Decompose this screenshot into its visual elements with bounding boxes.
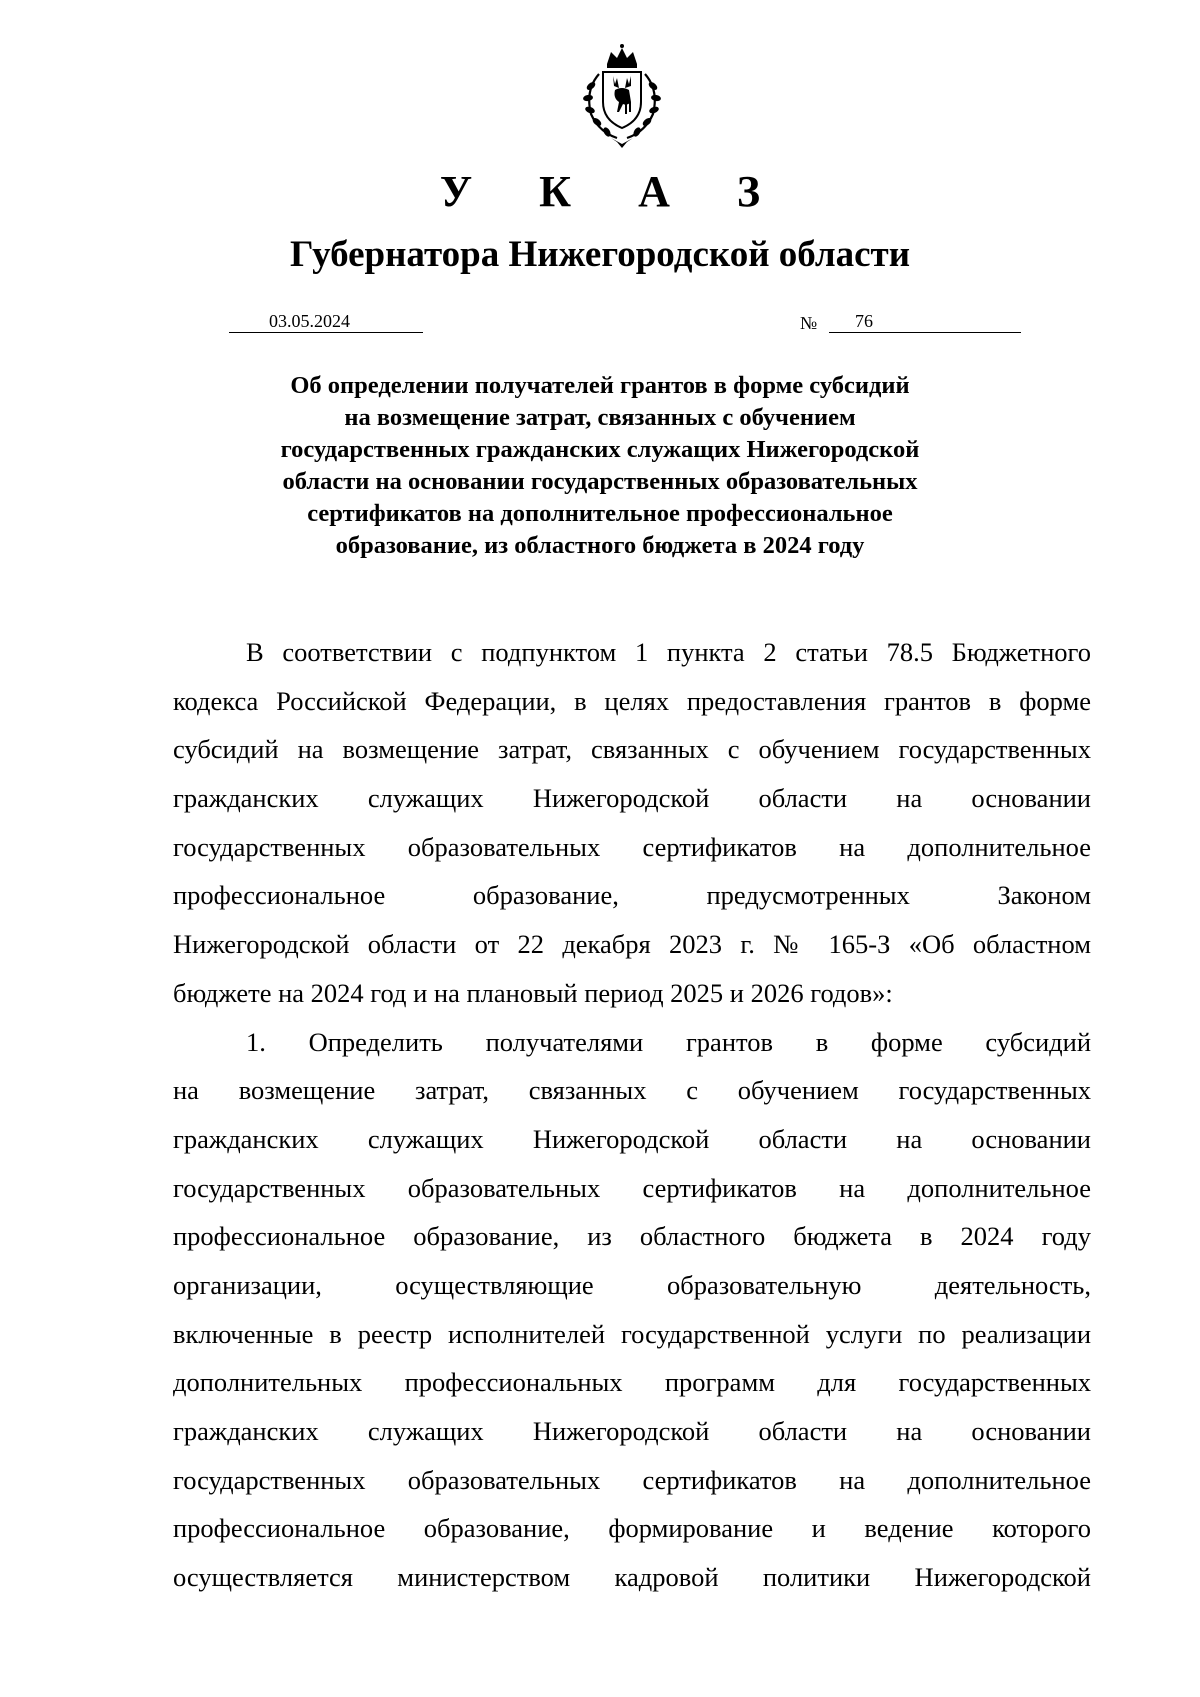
body-line: бюджете на 2024 год и на плановый период 2025 и 2026 годов»: [173, 977, 893, 1008]
body-line: организации, осуществляющие образовательную деятельность, [173, 1269, 1091, 1300]
heading-line: на возмещение затрат, связанных с обучением [344, 404, 856, 431]
body-line: В соответствии с подпунктом 1 пункта 2 статьи 78.5 Бюджетного [246, 637, 1091, 667]
body-line: включенные в реестр исполнителей государственной услуги по реализации [173, 1318, 1091, 1349]
decree-title: У К А З [439, 167, 789, 216]
body-line: государственных образовательных сертификатов на дополнительное [173, 1464, 1091, 1495]
body-line: осуществляется министерством кадровой политики Нижегородской [173, 1562, 1091, 1593]
body-line: гражданских служащих Нижегородской области на основании [173, 1416, 1091, 1446]
coat-of-arms-emblem [567, 40, 677, 150]
decree-number-field [829, 310, 1021, 333]
body-line: субсидий на возмещение затрат, связанных с обучением государственных [173, 734, 1091, 765]
heading-line: государственных гражданских служащих Нижегородской [280, 436, 920, 463]
body-line: профессиональное образование, предусмотренных Законом [173, 880, 1091, 911]
decree-date-field [229, 310, 423, 333]
heading-line: Об определении получателей грантов в форме субсидий [290, 372, 910, 399]
decree-date: 03.05.2024 [269, 311, 350, 331]
heading-line: сертификатов на дополнительное профессиональное [307, 500, 893, 527]
body-line: кодекса Российской Федерации, в целях предоставления грантов в форме [173, 685, 1091, 716]
body-line: на возмещение затрат, связанных с обучением государственных [173, 1075, 1091, 1106]
number-sign: № [800, 313, 818, 333]
body-line: государственных образовательных сертификатов на дополнительное [173, 1172, 1091, 1203]
crown-icon [607, 44, 637, 68]
body-line: Нижегородской области от 22 декабря 2023 г. № 165-З «Об областном [173, 929, 1091, 960]
body-line: 1. Определить получателями грантов в форме субсидий [246, 1026, 1091, 1057]
body-line: профессиональное образование, формирование и ведение которого [173, 1513, 1091, 1544]
heading-line: образование, из областного бюджета в 2024 году [335, 532, 865, 559]
heading-line: области на основании государственных образовательных [282, 468, 918, 495]
body-line: дополнительных профессиональных программ для государственных [173, 1367, 1091, 1398]
decree-number: 76 [855, 311, 873, 331]
decree-subtitle: Губернатора Нижегородской области [289, 234, 911, 275]
body-line: государственных образовательных сертификатов на дополнительное [173, 831, 1091, 862]
decree-body [173, 628, 1091, 1602]
body-line: гражданских служащих Нижегородской области на основании [173, 783, 1091, 814]
body-line: гражданских служащих Нижегородской области на основании [173, 1123, 1091, 1154]
decree-heading [200, 370, 1000, 562]
body-line: профессиональное образование, из областного бюджета в 2024 году [173, 1221, 1091, 1252]
